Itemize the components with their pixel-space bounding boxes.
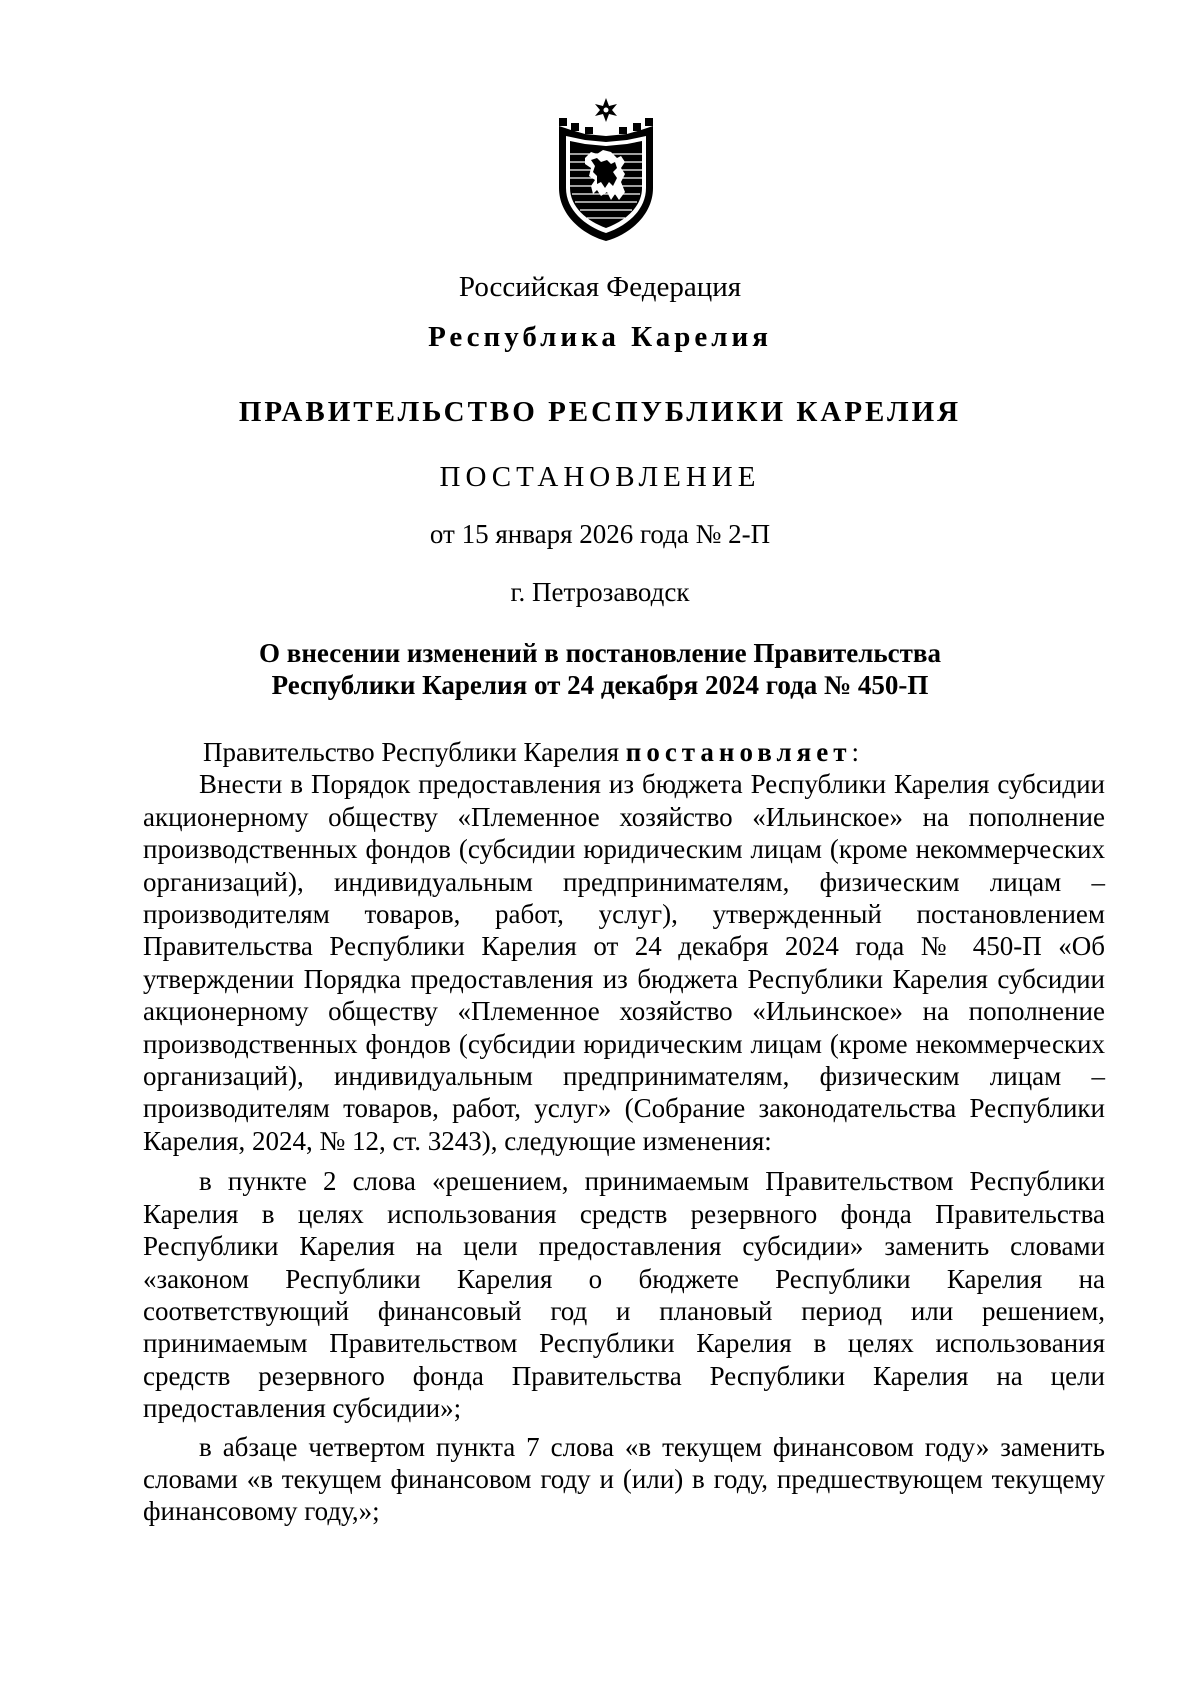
intro-prefix: Правительство Республики Карелия <box>203 737 626 767</box>
karelia-coat-of-arms-icon <box>555 96 657 243</box>
paragraph-amendment-1: в пункте 2 слова «решением, принимаемым Правительством Республики Карелия в целях использования средств резервного фонда Правительства Республики Карелия на цели предоставления субсидии» заменить словами «законом Республики Карелия о бюджете Республики Карелия на соответствующий финансовый год и плановый период или решением, принимаемым Правительством Республики Карелия в целях использования средств резервного фонда Правительства Республики Карелия на цели предоставления субсидии»; <box>143 1166 1105 1424</box>
government-name: ПРАВИТЕЛЬСТВО РЕСПУБЛИКИ КАРЕЛИЯ <box>238 396 962 428</box>
country-name: Российская Федерация <box>458 271 742 303</box>
document-title-line-2: Республики Карелия от 24 декабря 2024 года № 450-П <box>271 670 929 700</box>
paragraph-main: Внести в Порядок предоставления из бюджета Республики Карелия субсидии акционерному обществу «Племенное хозяйство «Ильинское» на пополнение производственных фондов (субсидии юридическим лицам (кроме некоммерческих организаций), индивидуальным предпринимателям, физическим лицам – производителям товаров, работ, услуг), утвержденный постановлением Правительства Республики Карелия от 24 декабря 2024 года № 450-П «Об утверждении Порядка предоставления из бюджета Республики Карелия субсидии акционерному обществу «Племенное хозяйство «Ильинское» на пополнение производственных фондов (субсидии юридическим лицам (кроме некоммерческих организаций), индивидуальным предпринимателям, физическим лицам – производителям товаров, работ, услуг» (Собрание законодательства Республики Карелия, 2024, № 12, ст. 3243), следующие изменения: <box>143 769 1105 1156</box>
document-type: ПОСТАНОВЛЕНИЕ <box>439 461 761 493</box>
document-date-number: от 15 января 2026 года № 2-П <box>429 519 771 549</box>
document-body <box>143 736 1105 1528</box>
republic-name: Республика Карелия <box>428 321 772 353</box>
intro-suffix: : <box>851 737 860 767</box>
emblem-star <box>595 98 617 122</box>
document-title-line-1: О внесении изменений в постановление Правительства <box>259 638 941 668</box>
document-city: г. Петрозаводск <box>510 577 690 607</box>
decree-word: постановляет <box>625 737 852 767</box>
intro-paragraph <box>143 736 1105 768</box>
paragraph-amendment-2: в абзаце четвертом пункта 7 слова «в текущем финансовом году» заменить словами «в текущем финансовом году и (или) в году, предшествующем текущему финансовому году,»; <box>143 1431 1105 1527</box>
